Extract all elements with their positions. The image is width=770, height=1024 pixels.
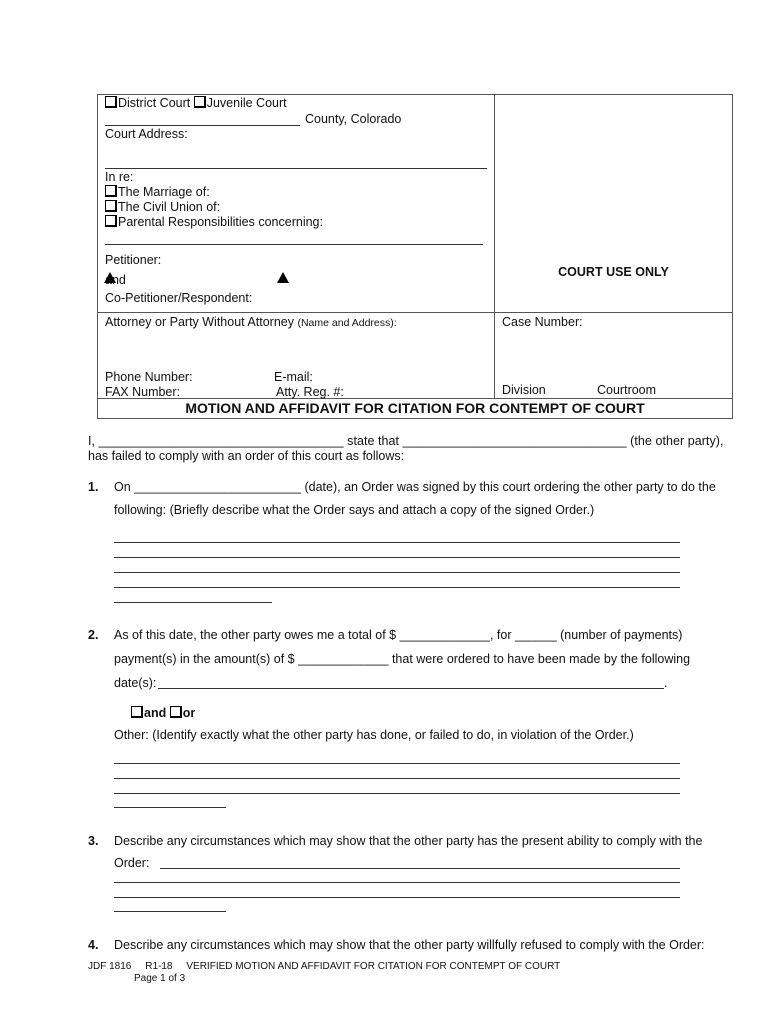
answer-line[interactable]: [114, 778, 680, 779]
item-3-text: Describe any circumstances which may show that the other party has the present ability to comply with the: [114, 834, 703, 848]
court-type-options: [105, 96, 287, 110]
court-address-field[interactable]: [105, 168, 487, 169]
item-1-text-2: following: (Briefly describe what the Order says and attach a copy of the signed Order.): [114, 503, 595, 517]
title-row-divider: [97, 398, 733, 399]
court-address-label: Court Address:: [105, 127, 188, 141]
item-4-text: Describe any circumstances which may show that the other party willfully refused to comply with the Order:: [114, 938, 705, 952]
and-checkbox[interactable]: [131, 706, 143, 718]
page-number: Page 1 of 3: [134, 973, 186, 984]
answer-line[interactable]: [114, 882, 680, 883]
item-1-number: 1.: [88, 480, 99, 494]
courtroom-label: Courtroom: [597, 383, 657, 397]
dates-period: .: [664, 676, 668, 690]
and-option-label: and: [144, 706, 167, 720]
fax-label: FAX Number:: [105, 385, 181, 399]
dates-field[interactable]: [158, 688, 664, 689]
dates-label: date(s):: [114, 676, 157, 690]
juvenile-court-label: Juvenile Court: [206, 96, 287, 110]
triangle-icon: [277, 272, 289, 283]
attorney-label: [105, 315, 397, 330]
intro-line: I, ___________________________________ state that ________________________________ (the other party),: [88, 434, 724, 448]
parental-option: [105, 215, 323, 229]
caption-divider: [494, 94, 495, 398]
answer-line[interactable]: [114, 897, 680, 898]
or-option-label: or: [182, 706, 196, 720]
other-text: Other: (Identify exactly what the other party has done, or failed to do, in violation of the Order.): [114, 728, 634, 742]
juvenile-court-checkbox[interactable]: [194, 96, 206, 108]
footer-form-id: JDF 1816 R1-18 VERIFIED MOTION AND AFFIDAVIT FOR CITATION FOR CONTEMPT OF COURT: [88, 961, 561, 972]
or-checkbox[interactable]: [170, 706, 182, 718]
court-use-only: COURT USE ONLY: [558, 265, 669, 279]
county-field[interactable]: [105, 125, 300, 126]
co-petitioner-label: Co-Petitioner/Respondent:: [105, 291, 253, 305]
answer-line[interactable]: [114, 587, 680, 588]
attorney-note: (Name and Address):: [297, 317, 397, 329]
and-label: and: [105, 273, 126, 287]
caption-row-divider: [97, 312, 733, 313]
parental-checkbox[interactable]: [105, 215, 117, 227]
answer-line[interactable]: [114, 542, 680, 543]
item-2-text-2: payment(s) in the amount(s) of $ _____________ that were ordered to have been made by the following: [114, 652, 691, 666]
district-court-checkbox[interactable]: [105, 96, 117, 108]
marriage-checkbox[interactable]: [105, 185, 117, 197]
district-court-label: District Court: [118, 96, 191, 110]
atty-reg-label: Atty. Reg. #:: [276, 385, 344, 399]
answer-line[interactable]: [114, 602, 272, 603]
item-4-number: 4.: [88, 938, 99, 952]
and-or-options: [131, 706, 195, 720]
petitioner-label: Petitioner:: [105, 253, 162, 267]
case-number-label: Case Number:: [502, 315, 583, 329]
item-2-number: 2.: [88, 628, 99, 642]
civil-union-label: The Civil Union of:: [118, 200, 221, 214]
answer-line[interactable]: [114, 557, 680, 558]
attorney-text: Attorney or Party Without Attorney: [105, 315, 294, 329]
answer-line[interactable]: [114, 807, 226, 808]
intro-line-2: has failed to comply with an order of this court as follows:: [88, 449, 405, 463]
email-label: E-mail:: [274, 370, 313, 384]
item-2-text: As of this date, the other party owes me a total of $ _____________, for ______ (number of payments): [114, 628, 683, 642]
in-re-label: In re:: [105, 170, 134, 184]
page-title: MOTION AND AFFIDAVIT FOR CITATION FOR CONTEMPT OF COURT: [185, 400, 645, 416]
parties-field[interactable]: [105, 244, 483, 245]
parental-label: Parental Responsibilities concerning:: [118, 215, 323, 229]
triangle-icon: [104, 272, 116, 283]
answer-line[interactable]: [114, 572, 680, 573]
answer-line[interactable]: [114, 911, 226, 912]
answer-line[interactable]: [114, 793, 680, 794]
item-1-text: On ________________________ (date), an Order was signed by this court ordering the other party to do the: [114, 480, 716, 494]
answer-line[interactable]: [160, 868, 680, 869]
item-3-number: 3.: [88, 834, 99, 848]
order-label: Order:: [114, 856, 150, 870]
civil-union-checkbox[interactable]: [105, 200, 117, 212]
county-label: County, Colorado: [305, 112, 402, 126]
division-label: Division: [502, 383, 546, 397]
answer-line[interactable]: [114, 763, 680, 764]
civil-union-option: [105, 200, 220, 214]
phone-label: Phone Number:: [105, 370, 193, 384]
marriage-label: The Marriage of:: [118, 185, 210, 199]
marriage-option: [105, 185, 210, 199]
